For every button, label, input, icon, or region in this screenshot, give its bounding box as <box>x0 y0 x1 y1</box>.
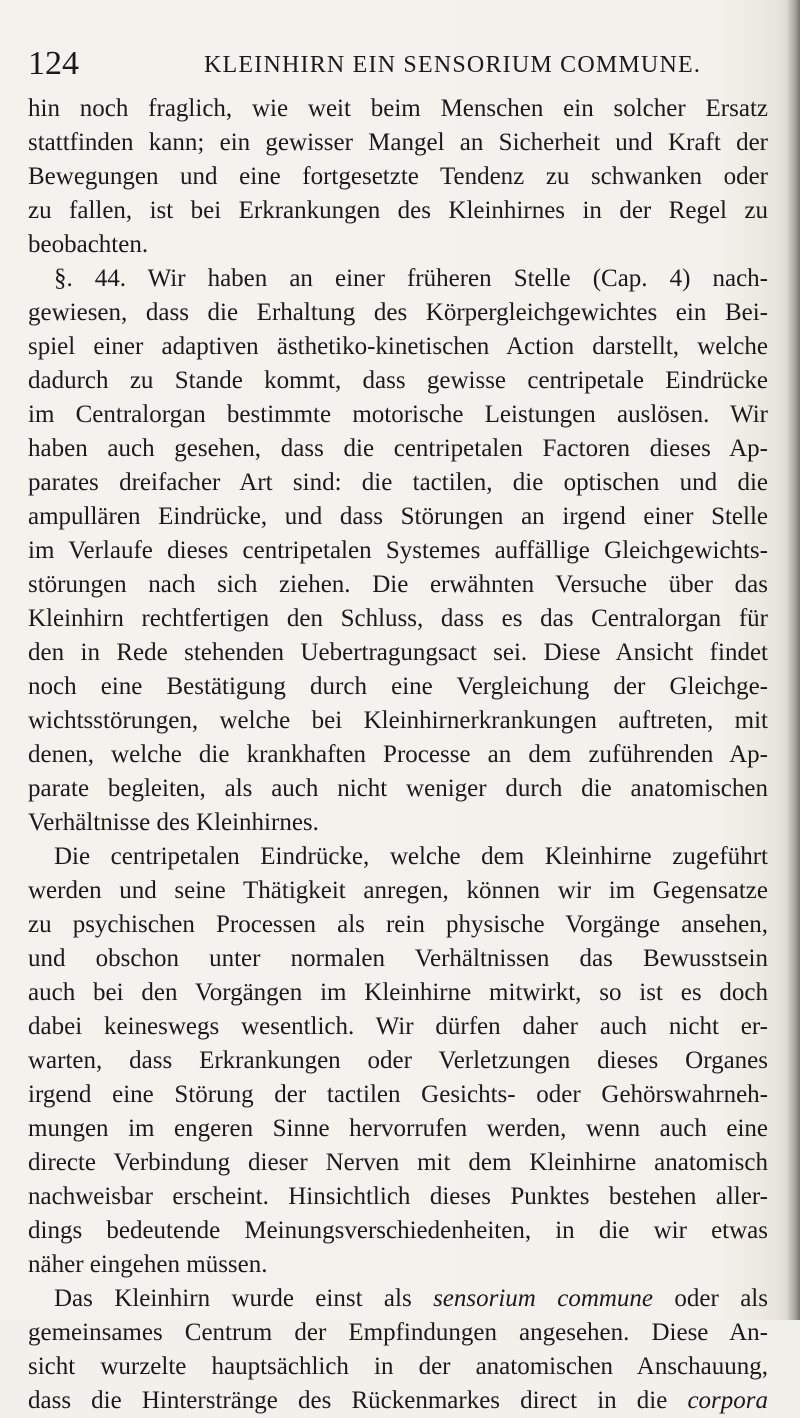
text-line: näher eingehen müssen. <box>28 1251 268 1278</box>
text-line: Das Kleinhirn wurde einst als sensorium commune oder als <box>54 1285 768 1312</box>
text-line: Die centripetalen Eindrücke, welche dem Kleinhirne zugeführt <box>54 843 768 870</box>
page-header <box>28 44 768 84</box>
text-line: dings bedeutende Meinungsverschiedenheiten, in die wir etwas <box>28 1217 768 1244</box>
text-line: §. 44. Wir haben an einer früheren Stelle (Cap. 4) nach- <box>54 265 768 292</box>
text-lines <box>28 92 768 1282</box>
italic-term: sensorium commune <box>433 1285 654 1312</box>
text-line: Bewegungen und eine fortgesetzte Tendenz zu schwanken oder <box>28 163 768 190</box>
text-line: den in Rede stehenden Uebertragungsact sei. Diese Ansicht findet <box>28 639 768 666</box>
text-line: noch eine Bestätigung durch eine Vergleichung der Gleichge- <box>28 673 768 700</box>
text-line: gewiesen, dass die Erhaltung des Körpergleichgewichtes ein Bei- <box>28 299 768 326</box>
text-line: wichtsstörungen, welche bei Kleinhirnerkrankungen auftreten, mit <box>28 707 768 734</box>
text-line: spiel einer adaptiven ästhetiko-kinetischen Action darstellt, welche <box>28 333 768 360</box>
text-line: störungen nach sich ziehen. Die erwähnten Versuche über das <box>28 571 768 598</box>
text-line: irgend eine Störung der tactilen Gesichts- oder Gehörswahrneh- <box>28 1081 768 1108</box>
text-line: nachweisbar erscheint. Hinsichtlich dieses Punktes bestehen aller- <box>28 1183 768 1210</box>
text-line: im Verlaufe dieses centripetalen Systemes auffällige Gleichgewichts- <box>28 537 768 564</box>
text-line: im Centralorgan bestimmte motorische Leistungen auslösen. Wir <box>28 401 768 428</box>
running-head: KLEINHIRN EIN SENSORIUM COMMUNE. <box>204 52 702 78</box>
text-line: Kleinhirn rechtfertigen den Schluss, dass es das Centralorgan für <box>28 605 768 632</box>
text-line: beobachten. <box>28 231 149 258</box>
page-number: 124 <box>28 45 79 82</box>
text-line: parate begleiten, als auch nicht weniger durch die anatomischen <box>28 775 768 802</box>
text-line: werden und seine Thätigkeit anregen, können wir im Gegensatze <box>28 877 768 904</box>
text-line: dadurch zu Stande kommt, dass gewisse centripetale Eindrücke <box>28 367 768 394</box>
text-line: directe Verbindung dieser Nerven mit dem Kleinhirne anatomisch <box>28 1149 768 1176</box>
text-line: Verhältnisse des Kleinhirnes. <box>28 809 319 836</box>
page-edge-shadow <box>786 0 800 1320</box>
text-line: denen, welche die krankhaften Processe an dem zuführenden Ap- <box>28 741 768 768</box>
text-line: haben auch gesehen, dass die centripetalen Factoren dieses Ap- <box>28 435 768 462</box>
text-line: warten, dass Erkrankungen oder Verletzungen dieses Organes <box>28 1047 768 1074</box>
text-line: sicht wurzelte hauptsächlich in der anatomischen Anschauung, <box>28 1353 768 1380</box>
text-line: und obschon unter normalen Verhältnissen das Bewusstsein <box>28 945 768 972</box>
text-line: parates dreifacher Art sind: die tactilen, die optischen und die <box>28 469 768 496</box>
text-line: zu fallen, ist bei Erkrankungen des Kleinhirnes in der Regel zu <box>28 197 768 224</box>
italic-term: corpora <box>687 1387 768 1414</box>
text-line: hin noch fraglich, wie weit beim Menschen ein solcher Ersatz <box>28 95 768 122</box>
text-line: dass die Hinterstränge des Rückenmarkes direct in die corpora <box>28 1387 768 1414</box>
text-line: gemeinsames Centrum der Empfindungen angesehen. Diese An- <box>28 1319 768 1346</box>
text-line: dabei keineswegs wesentlich. Wir dürfen daher auch nicht er- <box>28 1013 768 1040</box>
text-line: ampullären Eindrücke, und dass Störungen an irgend einer Stelle <box>28 503 768 530</box>
body-text <box>28 92 768 1418</box>
text-line: zu psychischen Processen als rein physische Vorgänge ansehen, <box>28 911 768 938</box>
text-line: auch bei den Vorgängen im Kleinhirne mitwirkt, so ist es doch <box>28 979 768 1006</box>
text-line: stattfinden kann; ein gewisser Mangel an Sicherheit und Kraft der <box>28 129 768 156</box>
text-line: mungen im engeren Sinne hervorrufen werden, wenn auch eine <box>28 1115 768 1142</box>
